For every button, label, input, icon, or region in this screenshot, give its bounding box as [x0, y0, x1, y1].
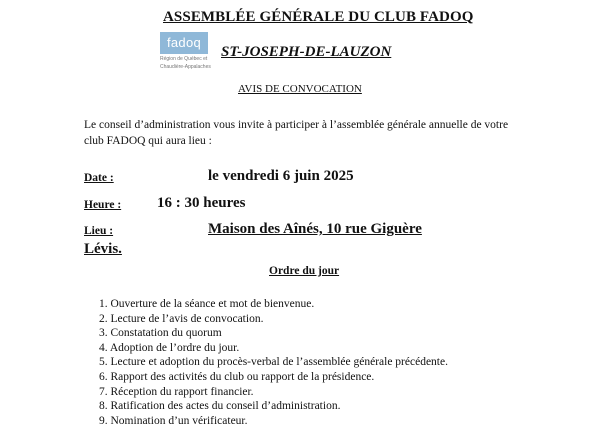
fadoq-logo — [160, 32, 210, 70]
agenda-item: 7. Réception du rapport financier. — [99, 385, 254, 398]
logo-region-line-2: Chaudière-Appalaches — [160, 64, 211, 70]
time-label: Heure : — [84, 199, 122, 211]
intro-paragraph: Le conseil d’administration vous invite à participer à l’assemblée générale annuelle de votre club FADOQ qui aura lieu : — [84, 119, 509, 147]
place-value: Maison des Aînés, 10 rue Giguère — [208, 221, 422, 237]
document-title: ASSEMBLÉE GÉNÉRALE DU CLUB FADOQ — [163, 9, 474, 25]
agenda-item: 4. Adoption de l’ordre du jour. — [99, 341, 240, 354]
logo-wordmark: fadoq — [160, 32, 208, 54]
agenda-item: 2. Lecture de l’avis de convocation. — [99, 312, 264, 325]
agenda-item: 5. Lecture et adoption du procès-verbal de l’assemblée générale précédente. — [99, 356, 448, 369]
city-name: Lévis. — [84, 241, 122, 257]
agenda-list — [99, 297, 448, 425]
agenda-title: Ordre du jour — [269, 265, 340, 277]
agenda-item: 9. Nomination d’un vérificateur. — [99, 414, 248, 425]
club-name: ST-JOSEPH-DE-LAUZON — [221, 44, 392, 60]
agenda-item: 6. Rapport des activités du club ou rapport de la présidence. — [99, 370, 375, 383]
place-label: Lieu : — [84, 225, 114, 237]
notice-title: AVIS DE CONVOCATION — [238, 83, 362, 95]
agenda-item: 3. Constatation du quorum — [99, 327, 222, 340]
logo-region-line-1: Région de Québec et — [160, 56, 208, 62]
agenda-item: 8. Ratification des actes du conseil d’administration. — [99, 400, 341, 413]
date-value: le vendredi 6 juin 2025 — [208, 168, 354, 184]
agenda-item: 1. Ouverture de la séance et mot de bienvenue. — [99, 298, 315, 310]
date-label: Date : — [84, 172, 114, 184]
time-value: 16 : 30 heures — [157, 195, 246, 211]
